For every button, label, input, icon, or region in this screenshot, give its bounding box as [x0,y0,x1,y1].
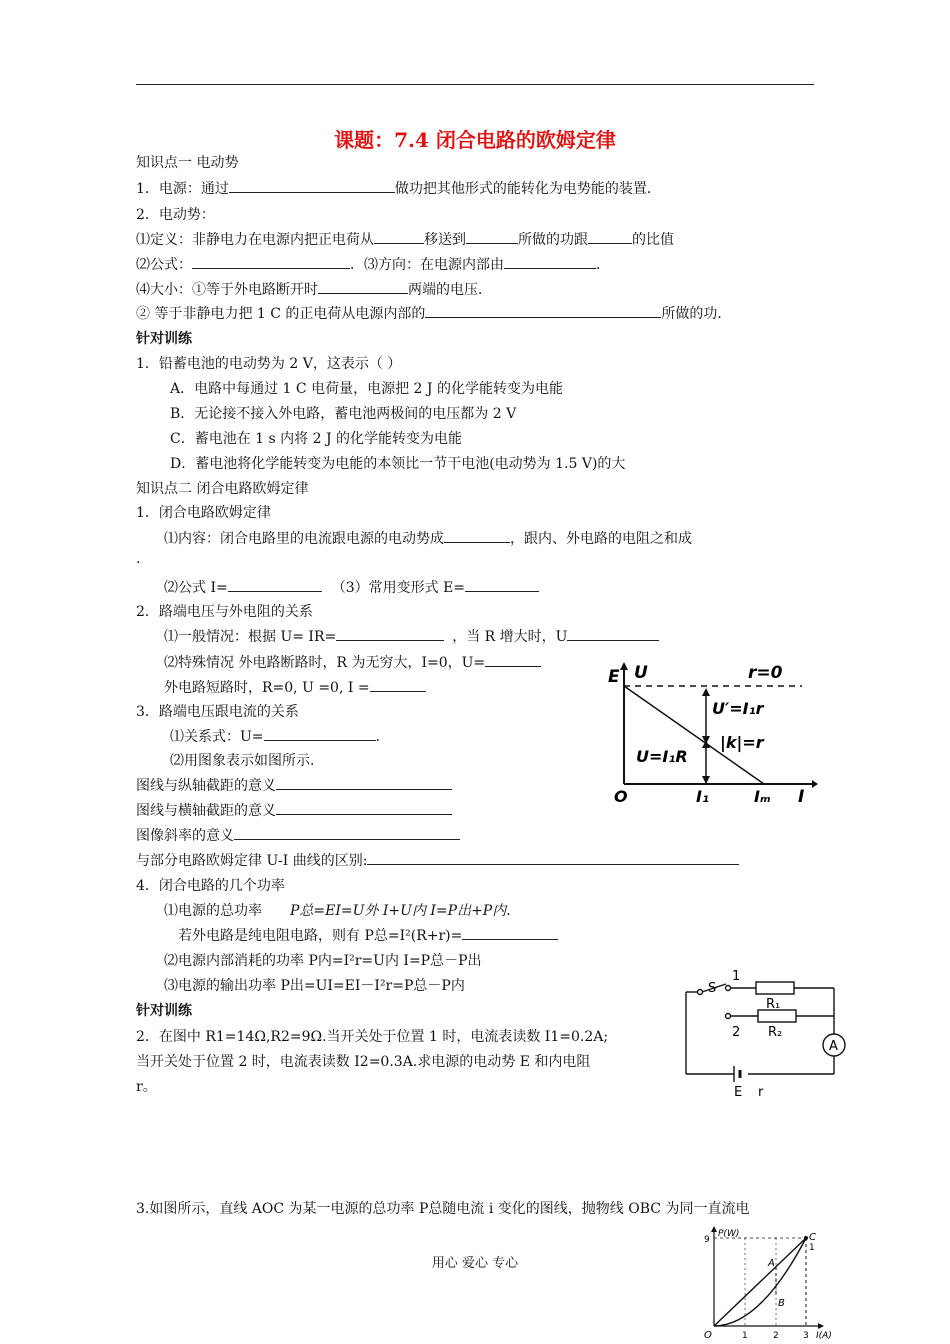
line-m14: 与部分电路欧姆定律 U-I 曲线的区别: [136,850,739,870]
label-xlabel: I(A) [816,1331,832,1341]
label-R1: R₁ [766,997,781,1012]
question-2-line1: 2．在图中 R1=14Ω,R2=9Ω.当开关处于位置 1 时，电流表读数 I1=0.2A; [136,1029,609,1045]
line-m18: ⑵电源内部消耗的功率 P内=I²r=U内 I=P总－P出 [164,953,482,969]
line-3: ⑴定义：非静电力在电源内把正电荷从 移送到 所做的功跟 的比值 [136,229,674,249]
line-m1: 1．闭合电路欧姆定律 [136,505,271,521]
label-ammeter: A [829,1039,838,1054]
line-m9: ⑴关系式：U= . [170,726,380,746]
line-m11: 图线与纵轴截距的意义 [136,775,452,795]
label-Uprime: U′=I₁r [712,699,764,718]
question-3: 3.如图所示，直线 AOC 为某一电源的总功率 P总随电流 i 变化的图线，抛物线 OBC 为同一直流电 [136,1201,750,1217]
option-c: C．蓄电池在 1 s 内将 2 J 的化学能转变为电能 [170,431,463,447]
line-m13: 图像斜率的意义 [136,825,460,845]
y-axis-arrow [620,662,628,670]
question-2-line2: 当开关处于位置 2 时，电流表读数 I2=0.3A.求电源的电动势 E 和内电阻 [136,1054,591,1070]
option-d: D．蓄电池将化学能转变为电能的本领比一节干电池(电动势为 1.5 V)的大 [170,456,626,472]
x-axis-arrow [812,780,818,788]
circuit-diagram [678,962,856,1100]
label-r0: r=0 [748,663,783,683]
label-pos2: 2 [732,1025,741,1040]
point-C [804,1236,808,1240]
line-m15: 4．闭合电路的几个功率 [136,878,285,894]
ui-graph [602,656,818,806]
label-x2: 2 [773,1331,779,1341]
y-arrow [711,1226,717,1232]
line-m2c: . [136,551,141,567]
label-E: E [734,1085,743,1100]
switch-pivot [698,990,703,995]
page-title: 课题：7.4 闭合电路的欧姆定律 [334,128,616,152]
line-m3: ⑵公式 I= （3）常用变形式 E= [164,577,539,597]
label-switch: S [708,981,717,996]
line-m8: 3．路端电压跟电流的关系 [136,704,299,720]
label-pos1: 1 [732,969,741,984]
blank [229,178,395,193]
r1-resistor [756,982,794,994]
label-UIR: U=I₁R [636,747,688,766]
label-C: C [809,1232,816,1243]
line-m19: ⑶电源的输出功率 P出=UI=EI－I²r=P总－P内 [164,978,465,994]
label-E: E [608,667,620,687]
question-1: 1．铅蓄电池的电动势为 2 V，这表示（ ） [136,356,402,372]
header-rule [136,84,814,85]
line-5: ⑷大小：①等于外电路断开时 两端的电压． [136,279,492,299]
x-arrow [818,1323,824,1329]
line-m6: ⑵特殊情况 外电路断路时，R 为无穷大，I=0，U= [164,652,541,672]
contact-2 [726,1014,731,1019]
section-heading-1: 知识点一 电动势 [136,155,239,171]
line-4: ⑵公式： ．⑶方向：在电源内部由 ． [136,254,610,274]
power-graph [700,1226,844,1344]
line-m12: 图线与横轴截距的意义 [136,800,452,820]
practice-heading-2: 针对训练 [136,1003,192,1019]
arrow-up-top [702,688,710,696]
label-B: B [778,1298,785,1309]
line-m7: 外电路短路时，R=0, U =0, I = [164,677,426,697]
practice-heading-1: 针对训练 [136,331,192,347]
option-a: A．电路中每通过 1 C 电荷量，电源把 2 J 的化学能转变为电能 [170,381,563,397]
label-y9: 9 [704,1235,710,1245]
label-U: U [634,663,648,683]
label-I: I [798,787,805,806]
arrow-down-bottom [702,776,710,784]
label-x1: 1 [742,1331,748,1341]
label-r: r [758,1085,764,1100]
option-b: B．无论接不接入外电路，蓄电池两极间的电压都为 2 V [170,406,517,422]
line-m17: 若外电路是纯电阻电路，则有 P总=I²(R+r)= [178,925,558,945]
label-side1: 1 [809,1243,815,1253]
label-origin: O [614,787,628,806]
line-m10: ⑵用图象表示如图所示. [170,753,315,769]
line-6: ② 等于非静电力把 1 C 的正电荷从电源内部的 所做的功． [136,303,731,323]
contact-1 [726,986,731,991]
page-footer: 用心 爱心 专心 [431,1256,519,1271]
question-2-line3: r。 [136,1079,157,1095]
line-m4: 2．路端电压与外电阻的关系 [136,604,313,620]
label-slope: |k|=r [720,733,764,752]
label-I1: I₁ [696,787,709,806]
line-m5: ⑴一般情况：根据 U= IR= ，当 R 增大时，U [164,626,659,646]
label-x3: 3 [803,1331,809,1341]
section-heading-2: 知识点二 闭合电路欧姆定律 [136,481,309,497]
line-m16: ⑴电源的总功率 P总=EI=U外 I+U内 I=P出+P内. [164,903,511,919]
line-1: 1．电源：通过 做功把其他形式的能转化为电势能的装置． [136,178,661,198]
label-R2: R₂ [768,1025,783,1040]
label-ylabel: P(W) [718,1229,740,1239]
label-Im: Iₘ [754,787,771,806]
label-origin: O [704,1330,712,1341]
line-2: 2．电动势： [136,207,215,223]
line-m2: ⑴内容：闭合电路里的电流跟电源的电动势成 ，跟内、外电路的电阻之和成 [164,528,692,548]
label-A: A [768,1258,775,1269]
